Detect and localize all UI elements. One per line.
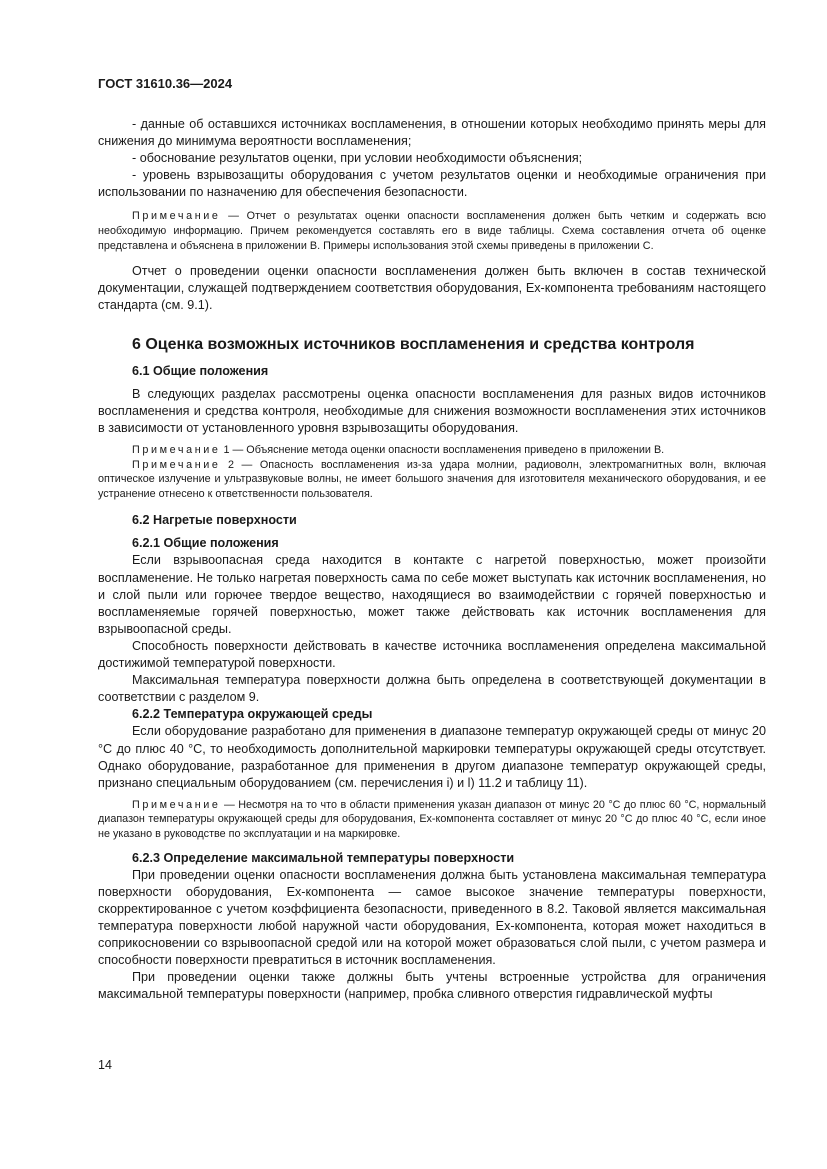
note-label: Примечание [132, 210, 221, 223]
note-text: — Отчет о результатах оценки опасности воспламенения должен быть четким и содержать всю необходимую информацию. Причем рекомендуется составлять его в виде таблицы. Схема составления отчета об оценке представлена и объяснена в приложении В. Примеры использования этой схемы приведены в приложении С. [98, 210, 766, 252]
list-item: - уровень взрывозащиты оборудования с учетом результатов оценки и необходимые ограничения при использовании по назначению для обеспечения безопасности. [98, 168, 766, 200]
note-label: Примечание [132, 798, 221, 811]
paragraph-6-2-1-b: Способность поверхности действовать в качестве источника воспламенения определена максимальной достижимой температурой поверхности. [98, 638, 766, 671]
section-6-2-3-title: 6.2.3 Определение максимальной температуры поверхности [132, 850, 515, 865]
paragraph-6-2-3-b: При проведении оценки также должны быть учтены встроенные устройства для ограничения максимальной температуры поверхности (например, пробка сливного отверстия гидравлической муфты [98, 970, 766, 1002]
section-6-2-1-title: 6.2.1 Общие положения [132, 536, 279, 551]
page-number: 14 [98, 1058, 112, 1072]
section-6-title: 6 Оценка возможных источников воспламенения и средства контроля [132, 335, 695, 353]
note-text: 2 — Опасность воспламенения из-за удара молнии, радиоволн, электромагнитных волн, включая оптическое излучение и ультразвуковые волны, не имеет большого значения для изготовителя механического оборудования, и ее устранение отнесено к ответственности пользователя. [98, 458, 766, 500]
list-item: - обоснование результатов оценки, при условии необходимости объяснения; [132, 151, 583, 166]
note-6-1-1 [98, 443, 766, 458]
paragraph-6-2-2: Если оборудование разработано для применения в диапазоне температур окружающей среды от минус 20 °С до плюс 40 °С, то необходимость дополнительной маркировки температуры окружающей среды отсутствует. Однако оборудование, разработанное для применения в другом диапазоне температур окружающей среды, признано специальным оборудованием (см. перечисления i) и l) 11.2 и таблицу 11). [98, 724, 766, 790]
note-6-2-2 [98, 798, 766, 842]
section-6-2-title: 6.2 Нагретые поверхности [132, 513, 297, 528]
note-intro [98, 209, 766, 253]
note-6-1-2 [98, 458, 766, 502]
note-text: 1 — Объяснение метода оценки опасности воспламенения приведено в приложении В. [220, 443, 665, 456]
paragraph-report: Отчет о проведении оценки опасности воспламенения должен быть включен в состав технической документации, служащей подтверждением соответствия оборудования, Ex-компонента требованиям настоящего стандарта (см. 9.1). [98, 264, 766, 313]
paragraph-6-2-1-c: Максимальная температура поверхности должна быть определена в соответствующей документации в соответствии с разделом 9. [98, 673, 766, 705]
paragraph-6-2-3-a: При проведении оценки опасности воспламенения должна быть установлена максимальная температура поверхности оборудования, Ex-компонента — самое высокое значение температуры поверхности, скорректированное с учетом коэффициента безопасности, приведенного в 8.2. Таковой является максимальная температура поверхности любой наружной части оборудования, Ex-компонента, которая может находиться в соприкосновении со взрывоопасной средой или на которой может образоваться слой пыли, с учетом размера и способности поверхности превратиться в источник воспламенения. [98, 867, 766, 968]
section-6-2-2-title: 6.2.2 Температура окружающей среды [132, 707, 373, 722]
page-content [98, 116, 766, 1003]
paragraph-6-1: В следующих разделах рассмотрены оценка опасности воспламенения для разных видов источников воспламенения и средства контроля, необходимые для снижения возможности воспламенения этих источников в зависимости от установленного уровня взрывозащиты оборудования. [98, 386, 766, 435]
section-6-1-title: 6.1 Общие положения [132, 363, 269, 378]
note-label: Примечание [132, 458, 221, 471]
list-item: - данные об оставшихся источниках воспламенения, в отношении которых необходимо принять меры для снижения до минимума вероятности воспламенения; [98, 117, 766, 149]
note-label: Примечание [132, 443, 221, 456]
document-header: ГОСТ 31610.36—2024 [98, 76, 233, 91]
note-text: — Несмотря на то что в области применения указан диапазон от минус 20 °С до плюс 60 °С, нормальный диапазон температуры окружающей среды для оборудования, Ex-компонента составляет от минус 20 °С до плюс 40 °С, если иное не указано в руководстве по эксплуатации и на маркировке. [98, 798, 766, 840]
paragraph-6-2-1-a: Если взрывоопасная среда находится в контакте с нагретой поверхностью, может произойти воспламенение. Не только нагретая поверхность сама по себе может выступать как источник воспламенения, но и слой пыли или горючее твердое вещество, находящиеся во взаимодействии с горячей поверхностью и воспламеняемые горячей поверхностью, может также действовать как источник воспламенения для взрывоопасной среды. [98, 553, 766, 636]
